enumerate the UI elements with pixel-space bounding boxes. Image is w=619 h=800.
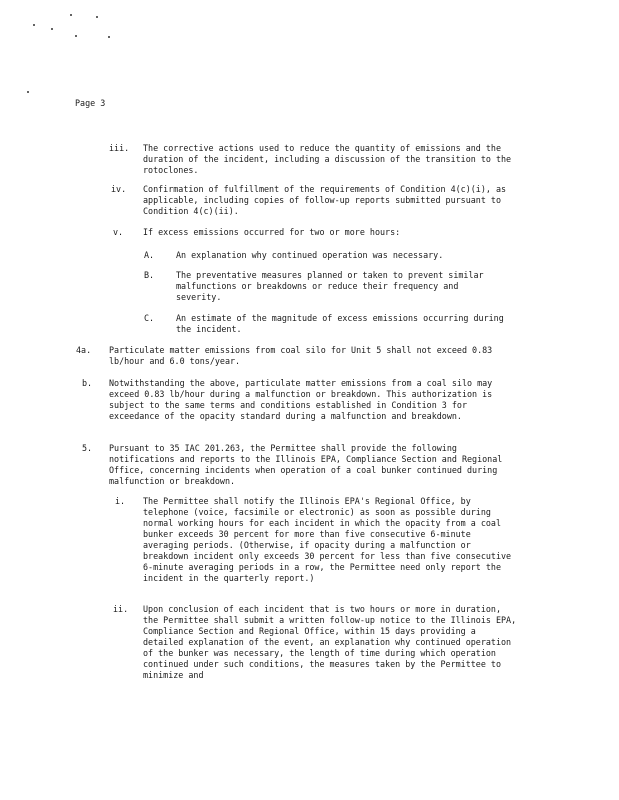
scan-speck (70, 14, 72, 16)
subitem-text: An estimate of the magnitude of excess emissions occurring during the incident. (176, 313, 504, 334)
scan-speck (27, 91, 29, 93)
condition-text: Notwithstanding the above, particulate matter emissions from a coal silo may exceed 0.83 lb/hour during a malfunction or breakdown. This authorization is subject to the same terms and conditions established in Condition 3 for exceedance of the opacity standard during a malfunction and breakdown. (109, 378, 493, 421)
condition-label: 4a. (76, 345, 92, 355)
scan-speck (108, 36, 110, 38)
item-text: The corrective actions used to reduce the quantity of emissions and the duration of the incident, including a discussion of the transition to the rotoclones. (143, 143, 512, 175)
item-text: If excess emissions occurred for two or more hours: (143, 227, 401, 237)
scan-speck (51, 28, 53, 30)
subitem-text: The preventative measures planned or taken to prevent similar malfunctions or breakdowns or reduce their frequency and severity. (176, 270, 484, 302)
subitem-label: A. (144, 250, 155, 260)
condition-label: b. (82, 378, 93, 388)
item-text: Confirmation of fulfillment of the requirements of Condition 4(c)(i), as applicable, including copies of follow-up reports submitted pursuant to Condition 4(c)(ii). (143, 184, 507, 216)
scan-speck (75, 35, 77, 37)
condition-label: 5. (82, 443, 93, 453)
item-label: ii. (113, 604, 129, 614)
scan-speck (33, 24, 35, 26)
item-label: iii. (109, 143, 130, 153)
subitem-label: C. (144, 313, 155, 323)
item-text: Upon conclusion of each incident that is two hours or more in duration, the Permittee shall submit a written follow-up notice to the Illinois EPA, Compliance Section and Regional Office, within 15 days providing a detailed explanation of the event, an explanation why continued operation of the bunker was necessary, the length of time during which operation continued under such conditions, the measures taken by the Permittee to minimize and (143, 604, 517, 680)
subitem-label: B. (144, 270, 155, 280)
page-label: Page 3 (75, 98, 106, 108)
item-text: The Permittee shall notify the Illinois EPA's Regional Office, by telephone (voice, facsimile or electronic) as soon as possible during normal working hours for each incident in which the opacity from a coal bunker exceeds 30 percent for more than five consecutive 6-minute averaging periods. (Otherwise, if opacity during a malfunction or breakdown incident only exceeds 30 percent for less than five consecutive 6-minute averaging periods in a row, the Permittee need only report the incident in the quarterly report.) (143, 496, 512, 583)
condition-text: Particulate matter emissions from coal silo for Unit 5 shall not exceed 0.83 lb/hour and 6.0 tons/year. (109, 345, 493, 366)
scan-speck (96, 16, 98, 18)
item-label: i. (115, 496, 126, 506)
condition-text: Pursuant to 35 IAC 201.263, the Permittee shall provide the following notifications and reports to the Illinois EPA, Compliance Section and Regional Office, concerning incidents when operation of a coal bunker continued during malfunction or breakdown. (109, 443, 503, 486)
item-label: v. (113, 227, 124, 237)
subitem-text: An explanation why continued operation was necessary. (176, 250, 444, 260)
item-label: iv. (111, 184, 127, 194)
